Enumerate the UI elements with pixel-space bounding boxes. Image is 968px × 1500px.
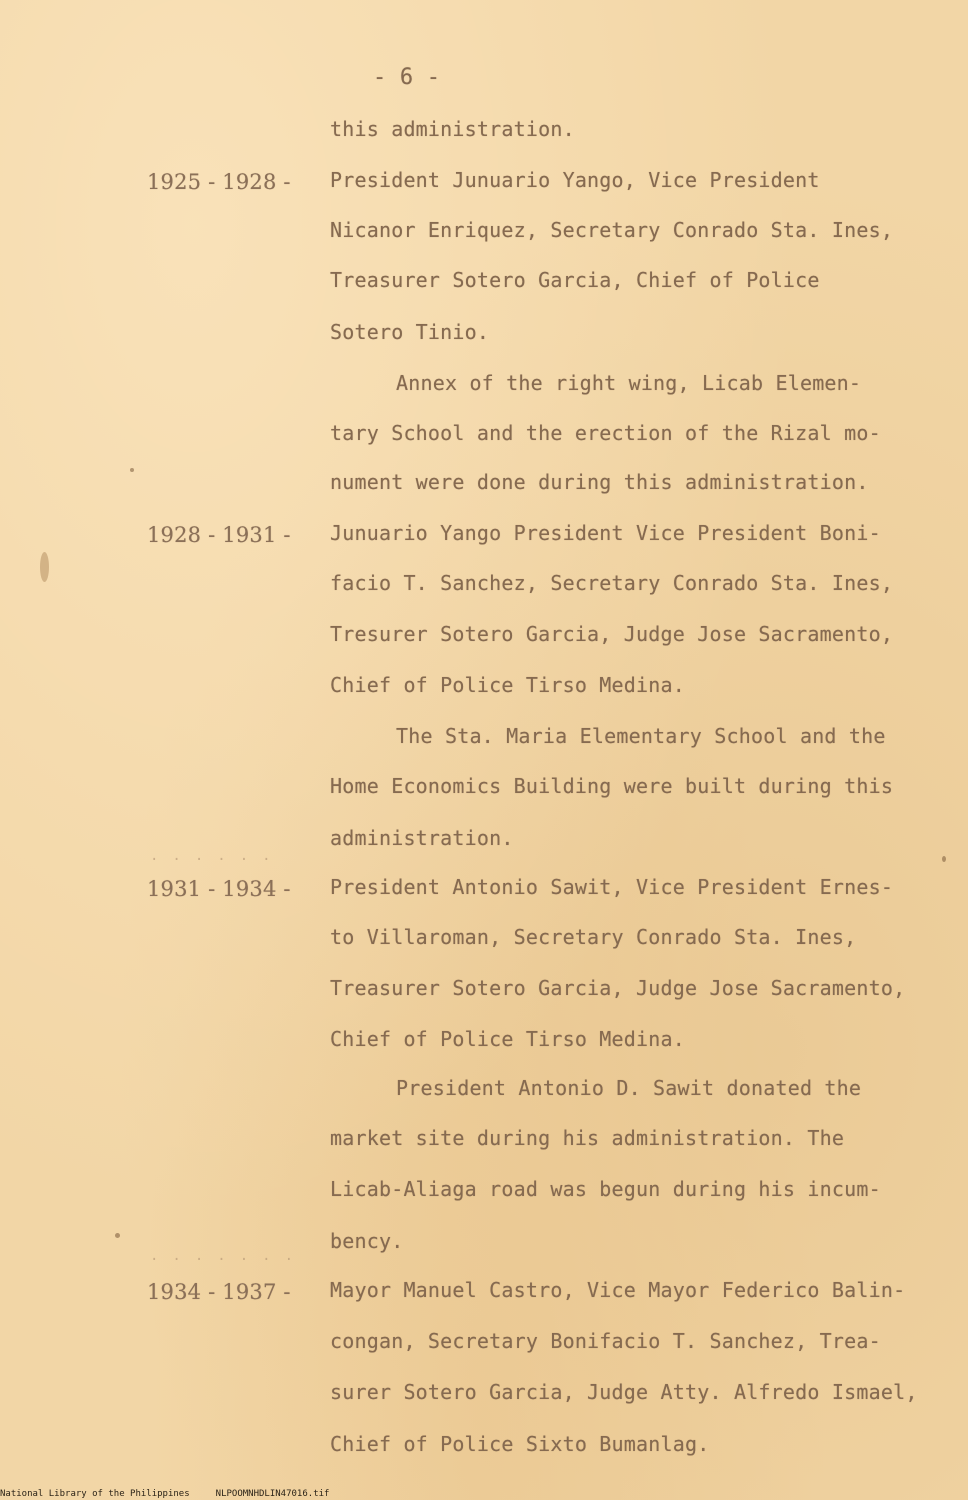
text-line: Mayor Manuel Castro, Vice Mayor Federico Balin- — [330, 1278, 906, 1302]
text-line: Junuario Yango President Vice President Boni- — [330, 521, 881, 545]
text-line: this administration. — [330, 117, 575, 141]
footer-filename: NLPOOMNHDLIN47016.tif — [215, 1489, 330, 1499]
text-line: surer Sotero Garcia, Judge Atty. Alfredo Ismael, — [330, 1380, 918, 1404]
text-line: Chief of Police Tirso Medina. — [330, 673, 685, 697]
text-line: nument were done during this administration. — [330, 470, 869, 494]
paper-speck — [115, 1233, 120, 1238]
faint-dashes: ······ — [150, 852, 285, 868]
page-number: - 6 - — [373, 65, 441, 90]
term-dates: 1934 - 1937 - — [147, 1280, 291, 1304]
text-line: Treasurer Sotero Garcia, Chief of Police — [330, 268, 820, 292]
paper-speck — [130, 468, 134, 472]
text-line: Chief of Police Tirso Medina. — [330, 1027, 685, 1051]
text-line: Tresurer Sotero Garcia, Judge Jose Sacramento, — [330, 622, 894, 646]
faint-dashes: ······· — [150, 1252, 308, 1268]
scan-footer — [0, 1489, 329, 1499]
text-line: administration. — [330, 826, 514, 850]
text-line: facio T. Sanchez, Secretary Conrado Sta. Ines, — [330, 571, 894, 595]
footer-library: National Library of the Philippines — [0, 1489, 190, 1499]
text-line: Home Economics Building were built during this — [330, 774, 894, 798]
term-dates: 1931 - 1934 - — [147, 877, 291, 901]
text-line: Nicanor Enriquez, Secretary Conrado Sta. Ines, — [330, 218, 894, 242]
paper-speck — [942, 856, 946, 862]
text-line: to Villaroman, Secretary Conrado Sta. Ines, — [330, 925, 857, 949]
text-line: President Junuario Yango, Vice President — [330, 168, 820, 192]
term-dates: 1925 - 1928 - — [147, 170, 291, 194]
term-dates: 1928 - 1931 - — [147, 523, 291, 547]
text-line: President Antonio Sawit, Vice President Ernes- — [330, 875, 894, 899]
text-line: Licab-Aliaga road was begun during his incum- — [330, 1177, 881, 1201]
text-line: Chief of Police Sixto Bumanlag. — [330, 1432, 710, 1456]
text-line: bency. — [330, 1229, 404, 1253]
text-line: Sotero Tinio. — [330, 320, 490, 344]
text-line: tary School and the erection of the Rizal mo- — [330, 421, 881, 445]
text-line: Treasurer Sotero Garcia, Judge Jose Sacramento, — [330, 976, 906, 1000]
paper-stain — [40, 552, 49, 582]
text-line: market site during his administration. The — [330, 1126, 845, 1150]
text-line: President Antonio D. Sawit donated the — [396, 1076, 862, 1100]
text-line: congan, Secretary Bonifacio T. Sanchez, Trea- — [330, 1329, 881, 1353]
text-line: The Sta. Maria Elementary School and the — [396, 724, 886, 748]
text-line: Annex of the right wing, Licab Elemen- — [396, 371, 862, 395]
